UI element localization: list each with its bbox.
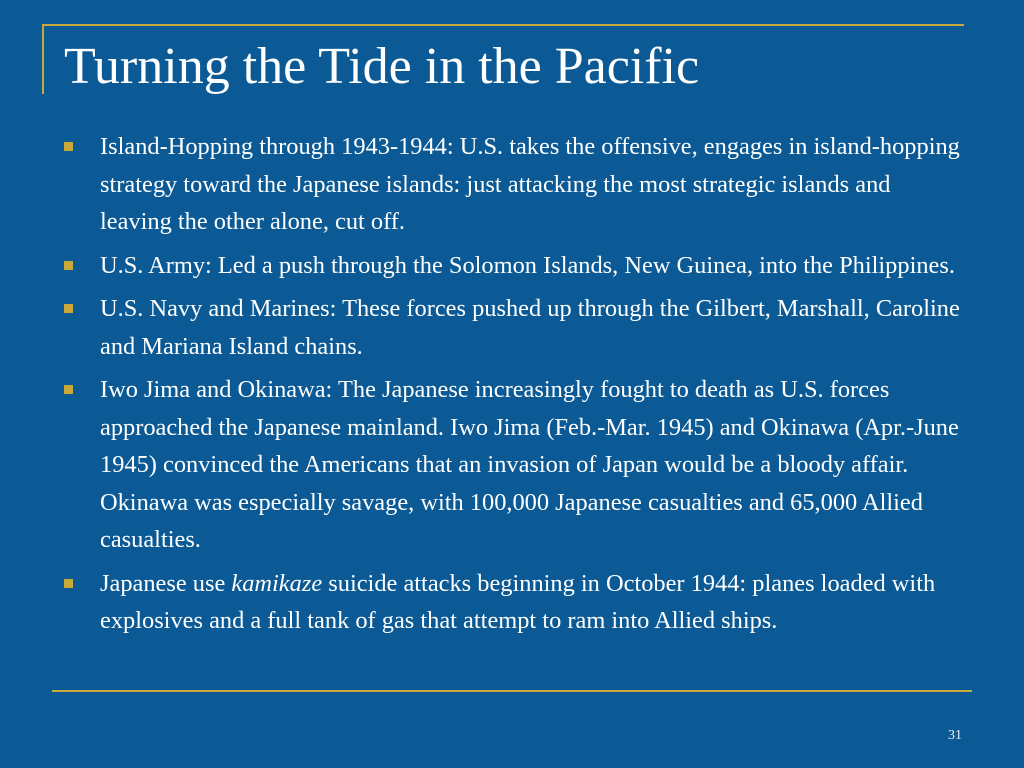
square-bullet-icon (60, 565, 100, 603)
bullet-text-prefix: Japanese use (100, 569, 232, 597)
bullet-text-suffix: suicide attacks beginning in October 1944: planes loaded with explosives and a full tank of gas that attempt to ram into Allied ships. (100, 569, 936, 634)
page-number: 31 (948, 728, 962, 743)
bullet-text: Island-Hopping through 1943-1944: U.S. takes the offensive, engages in island-hopping strategy toward the Japanese islands: just attacking the most strategic islands and leaving the other alone, cut off. (100, 133, 960, 235)
square-bullet-icon (60, 247, 100, 285)
title-frame-top-line (42, 24, 964, 26)
title-frame-left-line (42, 24, 44, 94)
bullet-text: U.S. Navy and Marines: These forces pushed up through the Gilbert, Marshall, Caroline and Mariana Island chains. (100, 295, 960, 360)
bullet-item (60, 565, 966, 640)
bullet-text (100, 565, 966, 640)
footer-divider-line (52, 690, 972, 692)
bullet-text-emphasis: kamikaze (231, 569, 323, 597)
square-bullet-icon (60, 371, 100, 409)
bullet-item (60, 290, 966, 365)
square-bullet-icon (60, 290, 100, 328)
slide-title: Turning the Tide in the Pacific (64, 38, 700, 95)
bullet-item (60, 371, 966, 559)
bullet-item (60, 128, 966, 241)
square-bullet-icon (60, 128, 100, 166)
bullet-item (60, 247, 966, 285)
bullet-text: Iwo Jima and Okinawa: The Japanese increasingly fought to death as U.S. forces approached the Japanese mainland. Iwo Jima (Feb.-Mar. 1945) and Okinawa (Apr.-June 1945) convinced the Americans that an invasion of Japan would be a bloody affair. Okinawa was especially savage, with 100,000 Japanese casualties and 65,000 Allied casualties. (100, 376, 959, 553)
bullet-text: U.S. Army: Led a push through the Solomon Islands, New Guinea, into the Philippines. (100, 251, 955, 279)
bullet-list (60, 128, 966, 646)
